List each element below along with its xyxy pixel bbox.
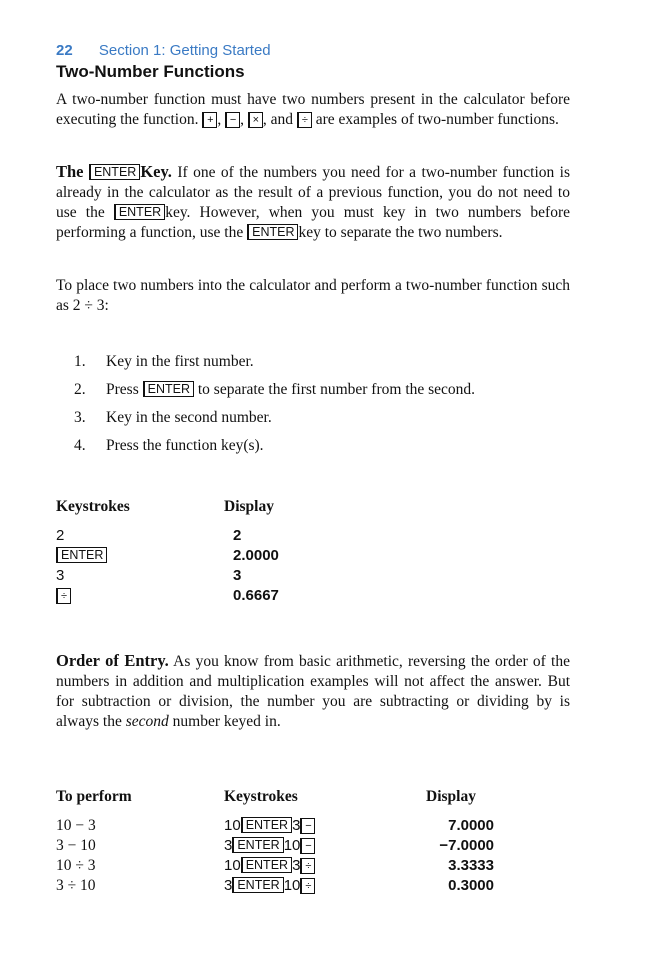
enter-key: ENTER xyxy=(143,381,194,397)
order-emphasis: second xyxy=(125,713,169,730)
enter-key: ENTER xyxy=(89,164,140,180)
intro-text: A two-number function must have two numbers present in the calculator before executing the function. xyxy=(56,91,570,128)
divide-key: ÷ xyxy=(300,878,315,894)
enter-key: ENTER xyxy=(241,857,292,873)
table-cell: 3 xyxy=(56,567,65,584)
step-text: Key in the first number. xyxy=(106,353,254,370)
keystroke-digit: 10 xyxy=(224,857,241,874)
step-text: Key in the second number. xyxy=(106,409,272,426)
table-cell: 3 xyxy=(233,567,242,584)
keystroke-digit: 3 xyxy=(292,857,301,874)
page-title: Two-Number Functions xyxy=(56,62,245,81)
table-cell: 2 xyxy=(56,527,65,544)
order-lead: Order of Entry. xyxy=(56,651,169,670)
table-cell: 3 ÷ 10 xyxy=(56,877,96,894)
divide-key: ÷ xyxy=(56,588,71,604)
page-number: 22 xyxy=(56,42,73,59)
intro-sep-3: , and xyxy=(262,111,293,128)
table-cell xyxy=(224,816,315,836)
multiply-key: × xyxy=(248,112,263,128)
step-number: 3. xyxy=(74,409,86,426)
order-text: As you know from basic arithmetic, reversing the order of the numbers in addition and multiplication examples will not affect the answer. But for subtraction or division, the number you are subtracting or dividing by is always the xyxy=(56,653,570,730)
enter-key: ENTER xyxy=(56,547,107,563)
minus-key: − xyxy=(225,112,240,128)
list-item xyxy=(74,352,475,380)
table-cell: 0.3000 xyxy=(448,877,494,894)
intro-sep-1: , xyxy=(217,111,222,128)
keystroke-digit: 3 xyxy=(224,837,233,854)
step-text-after: to separate the first number from the second. xyxy=(197,381,476,398)
page-header xyxy=(56,42,271,59)
table1-display-column xyxy=(233,526,279,606)
table-cell: 10 ÷ 3 xyxy=(56,857,96,874)
table-cell: 2.0000 xyxy=(233,547,279,564)
keystroke-digit: 10 xyxy=(224,817,241,834)
list-item xyxy=(74,436,475,464)
table-cell xyxy=(224,856,315,876)
enter-key-lead: The xyxy=(56,162,84,181)
table-cell: −7.0000 xyxy=(439,837,494,854)
intro-sep-2: , xyxy=(240,111,244,128)
table2-header-perform: To perform xyxy=(56,788,132,805)
plus-key: + xyxy=(202,112,217,128)
step-text-before: Press xyxy=(106,381,139,398)
divide-key: ÷ xyxy=(297,112,312,128)
step-text xyxy=(106,380,475,408)
list-item xyxy=(74,380,475,408)
keystroke-digit: 10 xyxy=(283,877,301,894)
table2-header-display: Display xyxy=(426,788,476,805)
step-text: Press the function key(s). xyxy=(106,437,264,454)
order-text-end: number keyed in. xyxy=(172,713,281,730)
order-paragraph xyxy=(56,651,570,732)
step-number: 2. xyxy=(74,381,86,398)
minus-key: − xyxy=(300,818,315,834)
table2-header-keystrokes: Keystrokes xyxy=(224,788,298,805)
enter-key: ENTER xyxy=(247,224,298,240)
keystroke-digit: 3 xyxy=(224,877,233,894)
intro-paragraph xyxy=(56,90,570,130)
enter-key-text-1: If one of the numbers you need for a two-number function is already in the calculator as the result of a previous function, you do not need to use the xyxy=(56,164,571,221)
enter-key-paragraph xyxy=(56,162,570,243)
intro-text-end: are examples of two-number functions. xyxy=(315,111,559,128)
table1-header-keystrokes: Keystrokes xyxy=(56,498,130,515)
table1-header-display: Display xyxy=(224,498,274,515)
section-title: Section 1: Getting Started xyxy=(98,42,271,59)
table-cell: 0.6667 xyxy=(233,587,279,604)
step-number: 1. xyxy=(74,353,86,370)
table-cell: 3.3333 xyxy=(448,857,494,874)
place-paragraph: To place two numbers into the calculator and perform a two-number function such as 2 ÷ 3: xyxy=(56,277,570,314)
enter-key-text-3: key to separate the two numbers. xyxy=(298,224,503,241)
enter-key: ENTER xyxy=(232,837,283,853)
table-cell: 10 − 3 xyxy=(56,817,96,834)
enter-key-lead-2: Key. xyxy=(140,162,172,181)
steps-list xyxy=(74,352,475,464)
keystroke-digit: 10 xyxy=(283,837,301,854)
step-number: 4. xyxy=(74,437,86,454)
enter-key: ENTER xyxy=(241,817,292,833)
list-item xyxy=(74,408,475,436)
minus-key: − xyxy=(300,838,315,854)
table-cell: 2 xyxy=(233,527,242,544)
table1-keystrokes-column xyxy=(56,526,107,606)
enter-key: ENTER xyxy=(232,877,283,893)
keystroke-digit: 3 xyxy=(292,817,301,834)
table-cell: 7.0000 xyxy=(448,817,494,834)
table-cell xyxy=(224,836,315,856)
divide-key: ÷ xyxy=(300,858,315,874)
table-cell: 3 − 10 xyxy=(56,837,96,854)
enter-key-text-2: key. However, when you must key in two numbers before performing a function, use the xyxy=(56,204,570,241)
enter-key: ENTER xyxy=(114,204,165,220)
table-cell xyxy=(224,876,315,896)
